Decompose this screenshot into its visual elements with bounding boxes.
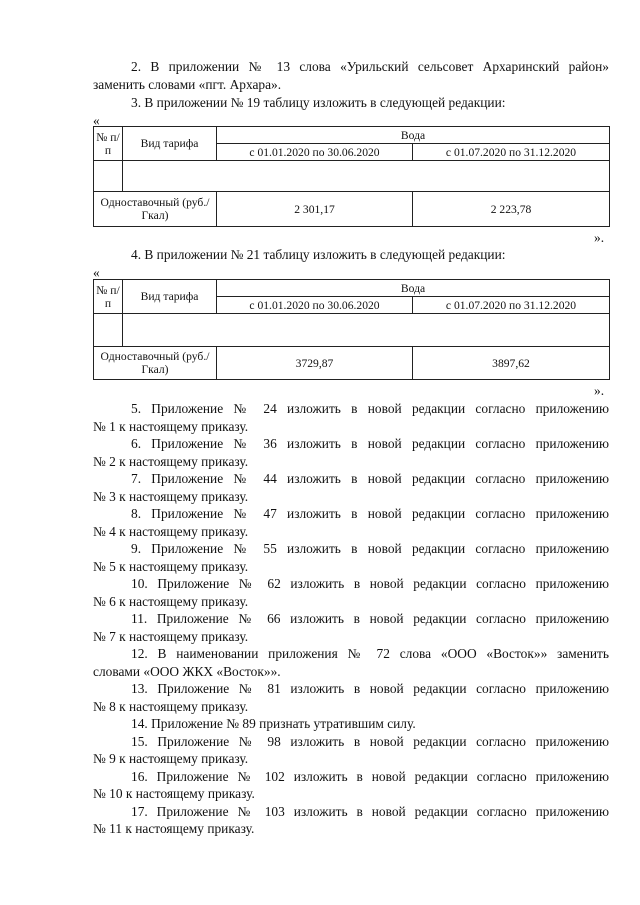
empty-merged-cell: [123, 314, 610, 347]
item-line-1: 6. Приложение № 36 изложить в новой редакции согласно приложению: [131, 436, 609, 451]
item-line-1: 17. Приложение № 103 изложить в новой редакции согласно приложению: [131, 803, 609, 819]
item-line-1: 9. Приложение № 55 изложить в новой редакции согласно приложению: [131, 541, 609, 556]
item-line-1: 13. Приложение № 81 изложить в новой редакции согласно приложению: [131, 681, 609, 696]
item-3-text: 3. В приложении № 19 таблицу изложить в следующей редакции:: [131, 95, 506, 110]
period-1-header: с 01.01.2020 по 30.06.2020: [217, 297, 413, 314]
empty-cell: [94, 161, 123, 192]
table-1-open-quote: «: [93, 113, 100, 128]
col-type-header: Вид тарифа: [123, 127, 217, 161]
col-type-header: Вид тарифа: [123, 280, 217, 314]
value-period-1: 3729,87: [217, 347, 413, 380]
tariff-table-1: [93, 126, 610, 227]
item-line-2: № 11 к настоящему приказу.: [93, 821, 255, 836]
item-line-1: 16. Приложение № 102 изложить в новой редакции согласно приложению: [131, 768, 609, 784]
item-line-2: № 9 к настоящему приказу.: [93, 751, 249, 766]
empty-merged-cell: [123, 161, 610, 192]
empty-cell: [94, 314, 123, 347]
item-4-text: 4. В приложении № 21 таблицу изложить в следующей редакции:: [131, 247, 506, 262]
item-2-line-1: 2. В приложении № 13 слова «Урильский сельсовет Архаринский район»: [131, 59, 609, 74]
item-line-1: 12. В наименовании приложения № 72 слова «ООО «Восток»» заменить: [131, 646, 609, 661]
period-1-header: с 01.01.2020 по 30.06.2020: [217, 144, 413, 161]
item-line-1: 11. Приложение № 66 изложить в новой редакции согласно приложению: [131, 611, 609, 626]
row-label: Одноставочный (руб./Гкал): [94, 192, 217, 227]
item-line-2: № 3 к настоящему приказу.: [93, 488, 249, 504]
item-line-1: 14. Приложение № 89 признать утратившим силу.: [131, 716, 416, 731]
table-2-close-quote: ».: [594, 383, 605, 398]
item-line-1: 5. Приложение № 24 изложить в новой редакции согласно приложению: [131, 401, 609, 416]
item-line-2: № 10 к настоящему приказу.: [93, 786, 255, 801]
tariff-table-2: [93, 279, 610, 380]
col-num-header: № п/п: [94, 127, 123, 161]
group-header-water: Вода: [217, 280, 610, 297]
item-line-1: 15. Приложение № 98 изложить в новой редакции согласно приложению: [131, 733, 609, 749]
item-line-2: словами «ООО ЖКХ «Восток»».: [93, 663, 281, 679]
item-line-1: 7. Приложение № 44 изложить в новой редакции согласно приложению: [131, 471, 609, 486]
item-line-1: 8. Приложение № 47 изложить в новой редакции согласно приложению: [131, 506, 609, 521]
item-line-2: № 1 к настоящему приказу.: [93, 418, 249, 434]
period-2-header: с 01.07.2020 по 31.12.2020: [413, 297, 610, 314]
item-line-1: 10. Приложение № 62 изложить в новой редакции согласно приложению: [131, 576, 609, 591]
value-period-1: 2 301,17: [217, 192, 413, 227]
item-line-2: № 2 к настоящему приказу.: [93, 453, 249, 469]
col-num-header: № п/п: [94, 280, 123, 314]
row-label: Одноставочный (руб./Гкал): [94, 347, 217, 380]
period-2-header: с 01.07.2020 по 31.12.2020: [413, 144, 610, 161]
table-2-open-quote: «: [93, 265, 100, 280]
value-period-2: 3897,62: [413, 347, 610, 380]
item-line-2: № 7 к настоящему приказу.: [93, 628, 249, 644]
value-period-2: 2 223,78: [413, 192, 610, 227]
item-line-2: № 5 к настоящему приказу.: [93, 558, 249, 574]
table-1-close-quote: ».: [594, 230, 605, 245]
group-header-water: Вода: [217, 127, 610, 144]
item-line-2: № 4 к настоящему приказу.: [93, 523, 249, 539]
item-2-line-2: заменить словами «пгт. Архара».: [93, 77, 282, 92]
item-line-2: № 8 к настоящему приказу.: [93, 698, 249, 714]
item-line-2: № 6 к настоящему приказу.: [93, 593, 249, 609]
